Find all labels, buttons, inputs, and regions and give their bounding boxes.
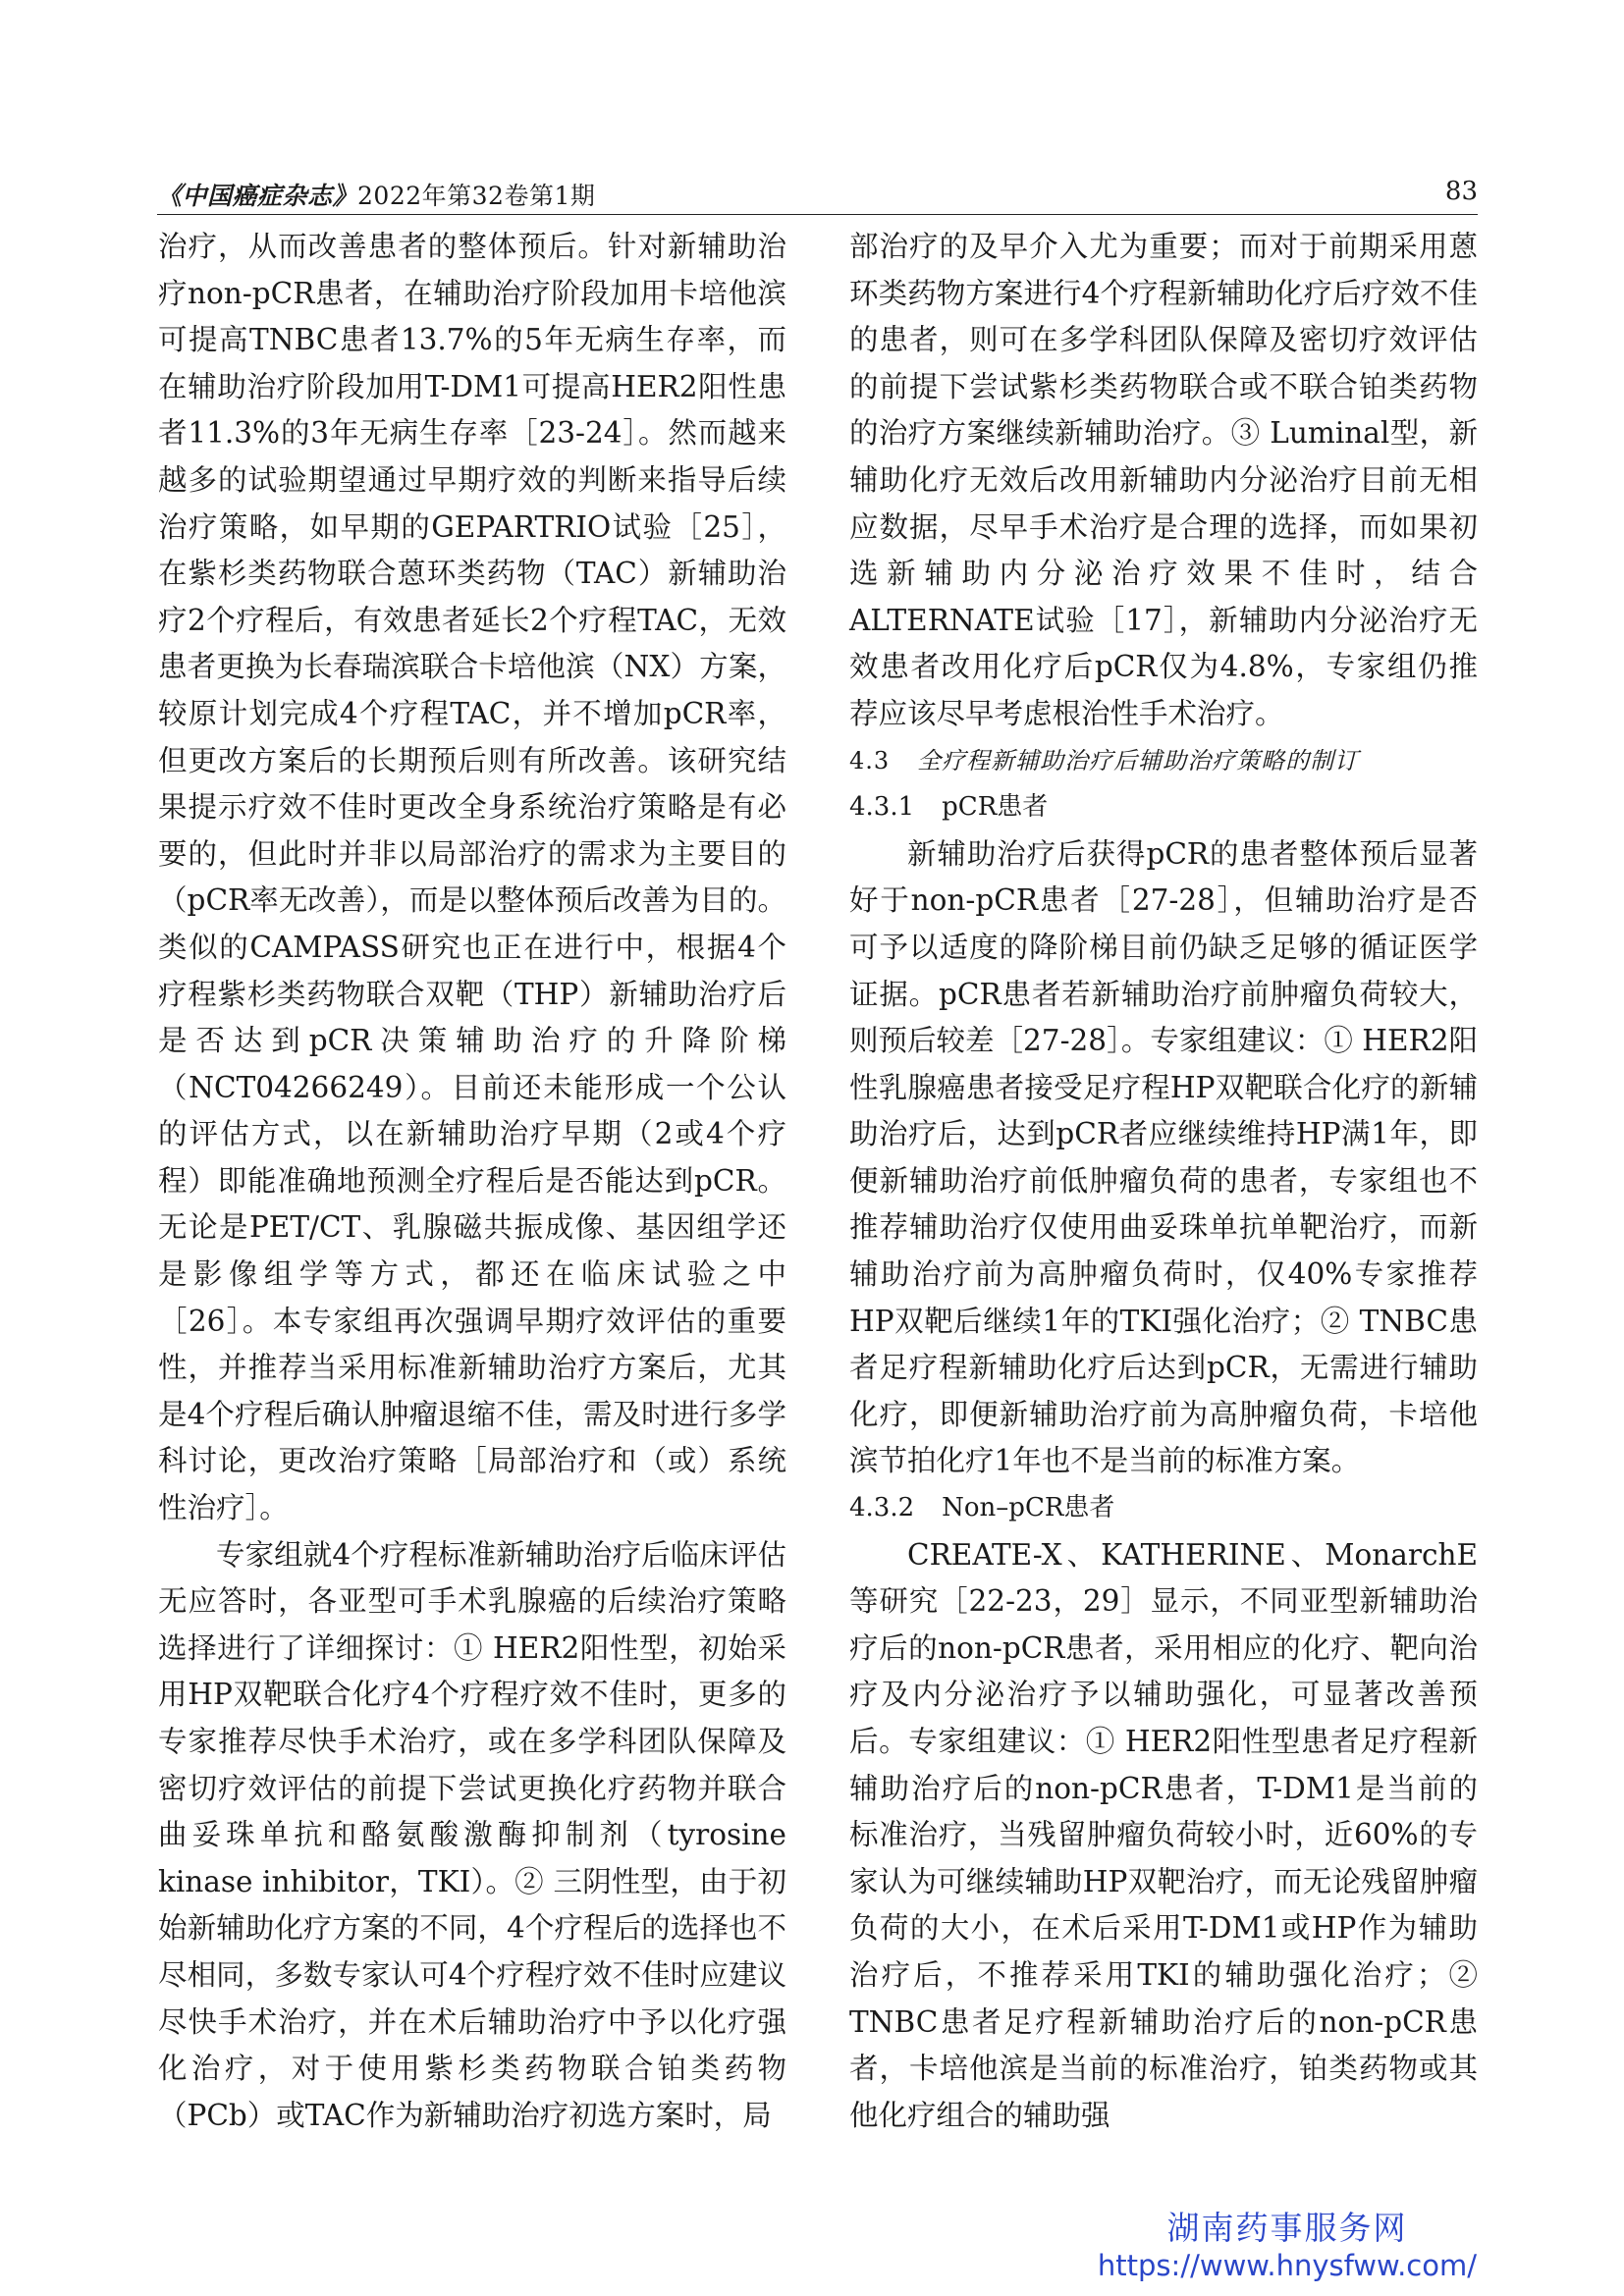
journal-name: 《中国癌症杂志》 <box>157 182 358 210</box>
page-number: 83 <box>1444 177 1478 206</box>
section-heading-4-3 <box>849 738 1478 785</box>
left-column <box>158 224 786 2139</box>
journal-citation <box>157 177 595 212</box>
body-paragraph: CREATE-X、KATHERINE、MonarchE等研究［22-23，29］显示，不同亚型新辅助治疗后的non-pCR患者，采用相应的化疗、靶向治疗及内分泌治疗予以辅助强化，可显著改善预后。专家组建议：① HER2阳性型患者足疗程新辅助治疗后的non-pCR患者，T-DM1是当前的标准治疗，当残留肿瘤负荷较小时，近60%的专家认为可继续辅助HP双靶治疗，而无论残留肿瘤负荷的大小，在术后采用T-DM1或HP作为辅助治疗后，不推荐采用TKI的辅助强化治疗；② TNBC患者足疗程新辅助治疗后的non-pCR患者，卡培他滨是当前的标准治疗，铂类药物或其他化疗组合的辅助强 <box>849 1537 1478 2132</box>
section-number: 4.3 <box>849 746 891 774</box>
section-number: 4.3.1 <box>849 792 915 823</box>
watermark-site-name: 湖南药事服务网 <box>1166 2209 1408 2247</box>
running-header <box>157 175 1478 215</box>
section-heading-4-3-2 <box>849 1485 1478 1532</box>
section-heading-4-3-1 <box>849 784 1478 831</box>
section-number: 4.3.2 <box>849 1493 915 1523</box>
body-paragraph: 专家组就4个疗程标准新辅助治疗后临床评估无应答时，各亚型可手术乳腺癌的后续治疗策略选择进行了详细探讨：① HER2阳性型，初始采用HP双靶联合化疗4个疗程疗效不佳时，更多的专家推荐尽快手术治疗，或在多学科团队保障及密切疗效评估的前提下尝试更换化疗药物并联合曲妥珠单抗和酪氨酸激酶抑制剂（tyrosine kinase inhibitor，TKI）。② 三阴性型，由于初始新辅助化疗方案的不同，4个疗程后的选择也不尽相同，多数专家认可4个疗程疗效不佳时应建议尽快手术治疗，并在术后辅助治疗中予以化疗强化治疗，对于使用紫杉类药物联合铂类药物（PCb）或TAC作为新辅助治疗初选方案时，局 <box>158 1537 786 2132</box>
section-title: Non–pCR患者 <box>942 1493 1115 1523</box>
body-paragraph: 部治疗的及早介入尤为重要；而对于前期采用蒽环类药物方案进行4个疗程新辅助化疗后疗效不佳的患者，则可在多学科团队保障及密切疗效评估的前提下尝试紫杉类药物联合或不联合铂类药物的治疗方案继续新辅助治疗。③ Luminal型，新辅助化疗无效后改用新辅助内分泌治疗目前无相应数据，尽早手术治疗是合理的选择，而如果初选新辅助内分泌治疗效果不佳时，结合ALTERNATE试验［17］，新辅助内分泌治疗无效患者改用化疗后pCR仅为4.8%，专家组仍推荐应该尽早考虑根治性手术治疗。 <box>849 230 1478 730</box>
journal-issue: 2022年第32卷第1期 <box>357 182 596 210</box>
body-paragraph: 治疗，从而改善患者的整体预后。针对新辅助治疗non-pCR患者，在辅助治疗阶段加用卡培他滨可提高TNBC患者13.7%的5年无病生存率，而在辅助治疗阶段加用T-DM1可提高HER2阳性患者11.3%的3年无病生存率［23-24］。然而越来越多的试验期望通过早期疗效的判断来指导后续治疗策略，如早期的GEPARTRIO试验［25］，在紫杉类药物联合蒽环类药物（TAC）新辅助治疗2个疗程后，有效患者延长2个疗程TAC，无效患者更换为长春瑞滨联合卡培他滨（NX）方案，较原计划完成4个疗程TAC，并不增加pCR率，但更改方案后的长期预后则有所改善。该研究结果提示疗效不佳时更改全身系统治疗策略是有必要的，但此时并非以局部治疗的需求为主要目的（pCR率无改善），而是以整体预后改善为目的。类似的CAMPASS研究也正在进行中，根据4个疗程紫杉类药物联合双靶（THP）新辅助治疗后是否达到pCR决策辅助治疗的升降阶梯（NCT04266249）。目前还未能形成一个公认的评估方式，以在新辅助治疗早期（2或4个疗程）即能准确地预测全疗程后是否能达到pCR。无论是PET/CT、乳腺磁共振成像、基因组学还是影像组学等方式，都还在临床试验之中［26］。本专家组再次强调早期疗效评估的重要性，并推荐当采用标准新辅助治疗方案后，尤其是4个疗程后确认肿瘤退缩不佳，需及时进行多学科讨论，更改治疗策略［局部治疗和（或）系统性治疗］。 <box>158 230 786 1525</box>
site-watermark <box>1098 2209 1477 2283</box>
body-paragraph: 新辅助治疗后获得pCR的患者整体预后显著好于non-pCR患者［27-28］，但辅助治疗是否可予以适度的降阶梯目前仍缺乏足够的循证医学证据。pCR患者若新辅助治疗前肿瘤负荷较大，则预后较差［27-28］。专家组建议：① HER2阳性乳腺癌患者接受足疗程HP双靶联合化疗的新辅助治疗后，达到pCR者应继续维持HP满1年，即便新辅助治疗前低肿瘤负荷的患者，专家组也不推荐辅助治疗仅使用曲妥珠单抗单靶治疗，而新辅助治疗前为高肿瘤负荷时，仅40%专家推荐HP双靶后继续1年的TKI强化治疗；② TNBC患者足疗程新辅助化疗后达到pCR，无需进行辅助化疗，即便新辅助治疗前为高肿瘤负荷，卡培他滨节拍化疗1年也不是当前的标准方案。 <box>849 836 1478 1478</box>
right-column <box>849 224 1478 2139</box>
section-title: 全疗程新辅助治疗后辅助治疗策略的制订 <box>917 746 1360 774</box>
watermark-url: https://www.hnysfww.com/ <box>1097 2249 1477 2282</box>
section-title: pCR患者 <box>942 792 1049 823</box>
